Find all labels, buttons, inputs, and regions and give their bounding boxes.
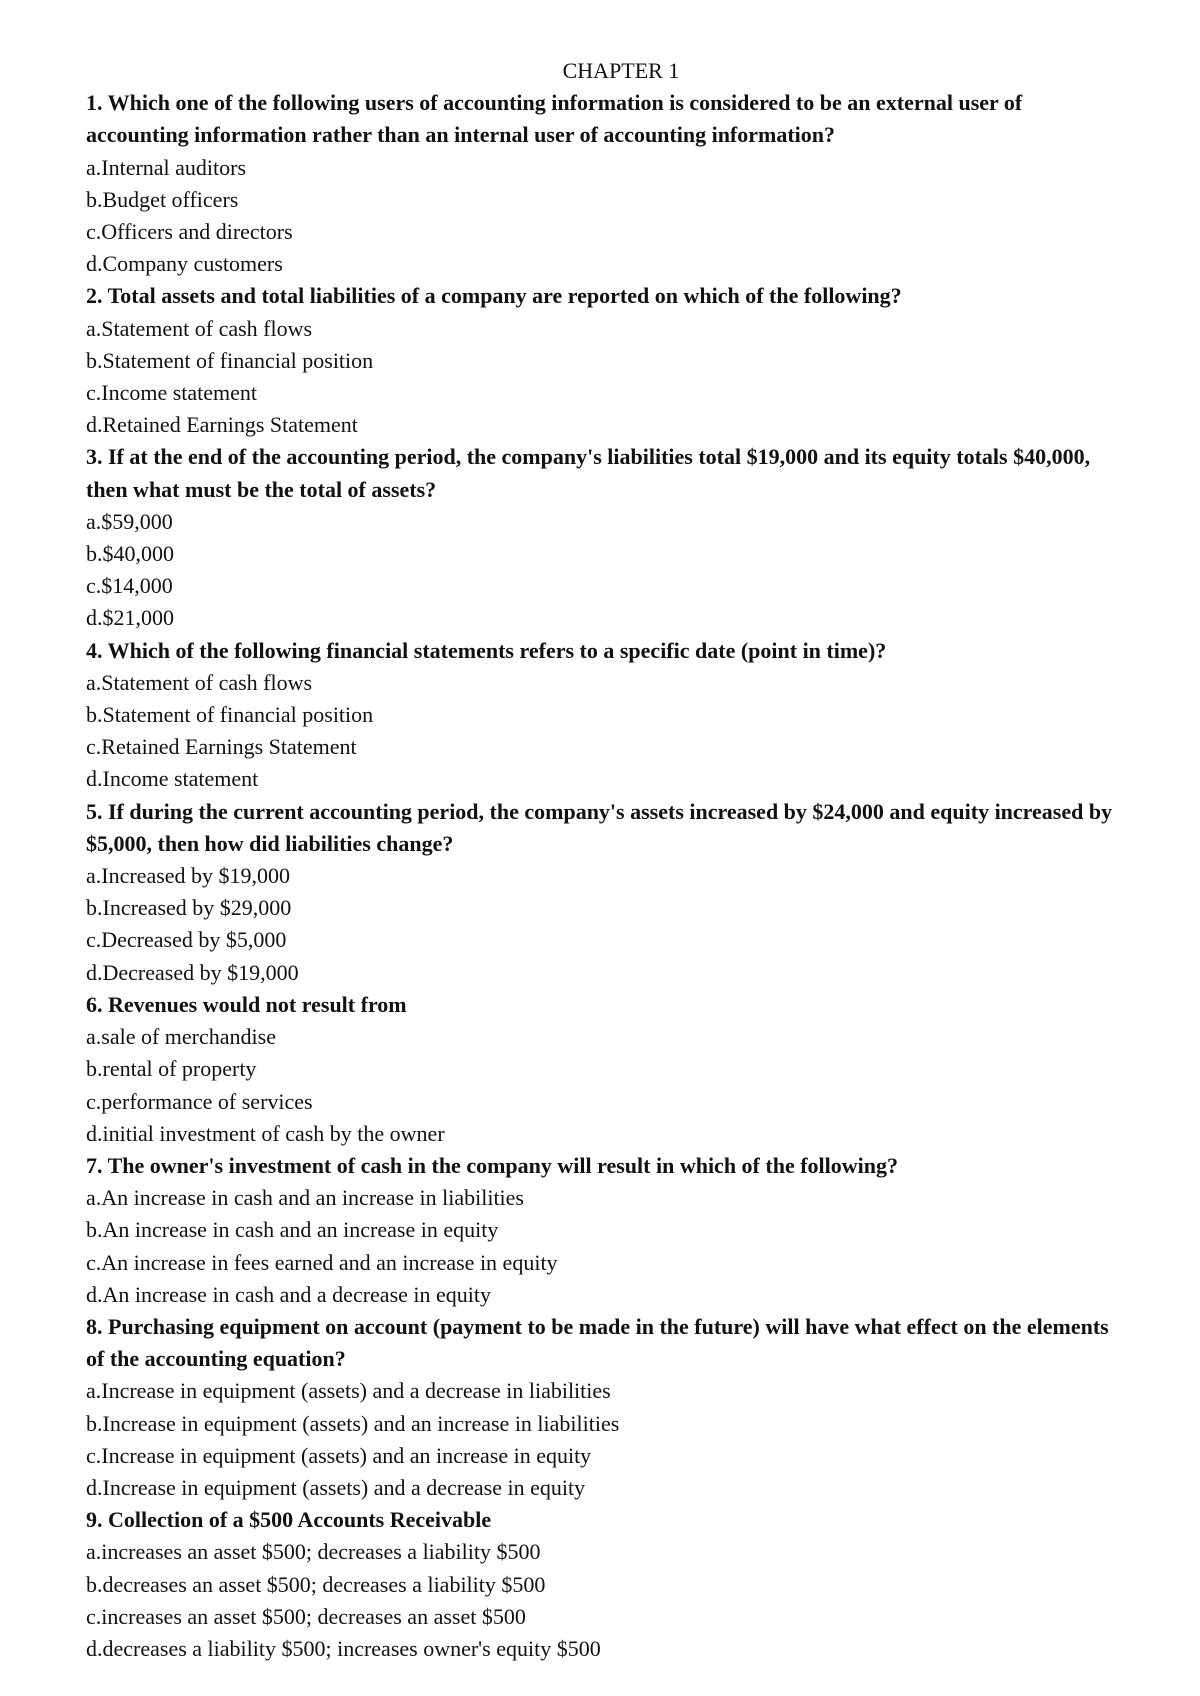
answer-option	[86, 1247, 1126, 1279]
option-letter: c .	[86, 219, 101, 244]
answer-option	[86, 409, 1126, 441]
option-letter: b .	[86, 1411, 103, 1436]
option-text: initial investment of cash by the owner	[102, 1120, 445, 1146]
answer-option	[86, 1118, 1126, 1150]
option-letter: d .	[86, 1282, 103, 1307]
option-letter: c .	[86, 573, 101, 598]
question-block	[86, 635, 1126, 796]
option-letter: a .	[86, 1185, 101, 1210]
question-prompt: The owner's investment of cash in the company will result in which of the following?	[107, 1152, 898, 1178]
question-number: 3.	[86, 444, 103, 470]
question-text	[86, 635, 1126, 667]
answer-option	[86, 1408, 1126, 1440]
option-text: Decreased by $19,000	[102, 959, 299, 985]
option-letter: c .	[86, 1443, 101, 1468]
question-list	[86, 87, 1126, 1665]
question-block	[86, 1504, 1126, 1665]
option-text: sale of merchandise	[101, 1024, 276, 1050]
question-prompt: Purchasing equipment on account (payment to be made in the future) will have what effect on the elements of the accounting equation?	[86, 1313, 1109, 1372]
option-letter: b .	[86, 187, 103, 212]
answer-option	[86, 1472, 1126, 1504]
option-text: Statement of cash flows	[101, 315, 313, 341]
option-letter: d .	[86, 1636, 103, 1661]
question-number: 4.	[86, 637, 103, 663]
answer-option	[86, 248, 1126, 280]
option-text: An increase in cash and an increase in equity	[102, 1217, 499, 1243]
answer-option	[86, 763, 1126, 795]
answer-option	[86, 731, 1126, 763]
question-number: 8.	[86, 1313, 103, 1339]
answer-options	[86, 1021, 1126, 1150]
option-letter: c .	[86, 380, 101, 405]
option-letter: a .	[86, 1378, 101, 1403]
option-text: Increase in equipment (assets) and a decrease in equity	[102, 1474, 586, 1500]
answer-option	[86, 345, 1126, 377]
answer-option	[86, 860, 1126, 892]
answer-option	[86, 570, 1126, 602]
option-text: Internal auditors	[101, 154, 247, 180]
option-text: performance of services	[101, 1088, 313, 1114]
answer-option	[86, 892, 1126, 924]
answer-option	[86, 506, 1126, 538]
answer-option	[86, 1601, 1126, 1633]
answer-options	[86, 506, 1126, 635]
option-letter: b .	[86, 1217, 103, 1242]
option-text: Income statement	[101, 380, 258, 406]
question-block	[86, 1150, 1126, 1311]
option-text: $40,000	[102, 541, 174, 567]
question-prompt: Total assets and total liabilities of a company are reported on which of the following?	[107, 283, 902, 309]
option-letter: b .	[86, 895, 103, 920]
option-letter: a .	[86, 316, 101, 341]
option-letter: b .	[86, 541, 103, 566]
option-text: Statement of financial position	[102, 702, 374, 728]
question-block	[86, 87, 1126, 280]
option-text: $21,000	[102, 605, 174, 631]
option-text: Retained Earnings Statement	[102, 412, 358, 438]
answer-option	[86, 377, 1126, 409]
question-prompt: Which of the following financial statements refers to a specific date (point in time)?	[107, 637, 887, 663]
answer-options	[86, 667, 1126, 796]
question-number: 2.	[86, 283, 103, 309]
option-letter: b .	[86, 702, 103, 727]
chapter-title: CHAPTER 1	[562, 58, 680, 83]
answer-options	[86, 313, 1126, 442]
option-text: An increase in cash and a decrease in equity	[102, 1281, 491, 1307]
answer-options	[86, 860, 1126, 989]
option-text: Retained Earnings Statement	[101, 734, 357, 760]
option-letter: c .	[86, 927, 101, 952]
option-letter: c .	[86, 1250, 101, 1275]
answer-option	[86, 957, 1126, 989]
option-text: Officers and directors	[101, 219, 293, 245]
question-prompt: If at the end of the accounting period, the company's liabilities total $19,000 and its equity totals $40,000, then what must be the total of assets?	[86, 444, 1091, 502]
answer-options	[86, 1182, 1126, 1311]
option-letter: d .	[86, 960, 103, 985]
answer-option	[86, 538, 1126, 570]
option-text: increases an asset $500; decreases an asset $500	[101, 1603, 526, 1629]
answer-options	[86, 152, 1126, 281]
answer-option	[86, 1633, 1126, 1665]
option-text: Increased by $19,000	[101, 863, 291, 889]
question-text	[86, 1150, 1126, 1182]
answer-options	[86, 1536, 1126, 1665]
option-letter: a .	[86, 670, 101, 695]
option-letter: d .	[86, 251, 103, 276]
question-prompt: Which one of the following users of accounting information is considered to be an external user of accounting information rather than an internal user of accounting information?	[86, 90, 1023, 148]
question-text	[86, 989, 1126, 1021]
answer-option	[86, 152, 1126, 184]
option-letter: b .	[86, 348, 103, 373]
question-number: 1.	[86, 90, 103, 116]
question-text	[86, 87, 1126, 151]
option-letter: d .	[86, 605, 103, 630]
answer-option	[86, 1021, 1126, 1053]
question-number: 6.	[86, 991, 103, 1017]
answer-option	[86, 1053, 1126, 1085]
option-text: decreases an asset $500; decreases a liability $500	[102, 1571, 546, 1597]
answer-option	[86, 216, 1126, 248]
answer-options	[86, 1375, 1126, 1504]
option-text: Increase in equipment (assets) and a decrease in liabilities	[101, 1378, 611, 1404]
option-letter: a .	[86, 155, 101, 180]
question-number: 9.	[86, 1507, 103, 1533]
question-number: 7.	[86, 1152, 103, 1178]
option-text: Decreased by $5,000	[101, 927, 287, 953]
option-letter: d .	[86, 1121, 103, 1146]
answer-option	[86, 1214, 1126, 1246]
option-text: increases an asset $500; decreases a liability $500	[101, 1539, 541, 1565]
option-text: $14,000	[101, 573, 173, 599]
question-text	[86, 280, 1126, 312]
question-block	[86, 989, 1126, 1150]
option-text: An increase in cash and an increase in liabilities	[101, 1185, 524, 1211]
option-text: Increased by $29,000	[102, 895, 292, 921]
option-text: Budget officers	[102, 186, 239, 212]
option-letter: d .	[86, 1475, 103, 1500]
option-letter: c .	[86, 1089, 101, 1114]
option-text: Statement of financial position	[102, 347, 374, 373]
question-text	[86, 796, 1126, 860]
option-letter: d .	[86, 412, 103, 437]
document-page	[86, 55, 1126, 1665]
question-prompt: If during the current accounting period, the company's assets increased by $24,000 and equity increased by $5,000, then how did liabilities change?	[86, 798, 1113, 856]
answer-option	[86, 667, 1126, 699]
answer-option	[86, 699, 1126, 731]
answer-option	[86, 313, 1126, 345]
option-letter: c .	[86, 1604, 101, 1629]
option-letter: a .	[86, 1024, 101, 1049]
answer-option	[86, 602, 1126, 634]
option-letter: a .	[86, 1539, 101, 1564]
answer-option	[86, 1375, 1126, 1407]
option-text: Increase in equipment (assets) and an increase in liabilities	[102, 1410, 620, 1436]
option-letter: d .	[86, 766, 103, 791]
option-text: $59,000	[101, 508, 173, 534]
option-text: Increase in equipment (assets) and an increase in equity	[101, 1442, 592, 1468]
option-text: rental of property	[102, 1056, 257, 1082]
question-text	[86, 441, 1126, 505]
option-text: Company customers	[102, 251, 283, 277]
question-prompt: Collection of a $500 Accounts Receivable	[108, 1507, 492, 1533]
answer-option	[86, 1182, 1126, 1214]
answer-option	[86, 1536, 1126, 1568]
question-block	[86, 1311, 1126, 1504]
answer-option	[86, 1279, 1126, 1311]
answer-option	[86, 924, 1126, 956]
question-prompt: Revenues would not result from	[108, 991, 407, 1017]
option-text: Statement of cash flows	[101, 669, 313, 695]
answer-option	[86, 1440, 1126, 1472]
question-block	[86, 441, 1126, 634]
answer-option	[86, 1569, 1126, 1601]
question-text	[86, 1311, 1126, 1375]
question-text	[86, 1504, 1126, 1536]
answer-option	[86, 184, 1126, 216]
option-text: Income statement	[102, 766, 259, 792]
option-letter: b .	[86, 1572, 103, 1597]
option-letter: a .	[86, 509, 101, 534]
question-block	[86, 280, 1126, 441]
answer-option	[86, 1086, 1126, 1118]
question-block	[86, 796, 1126, 989]
option-letter: b .	[86, 1056, 103, 1081]
option-letter: c .	[86, 734, 101, 759]
option-text: An increase in fees earned and an increase in equity	[101, 1249, 558, 1275]
option-text: decreases a liability $500; increases owner's equity $500	[102, 1635, 601, 1661]
question-number: 5.	[86, 798, 103, 824]
option-letter: a .	[86, 863, 101, 888]
